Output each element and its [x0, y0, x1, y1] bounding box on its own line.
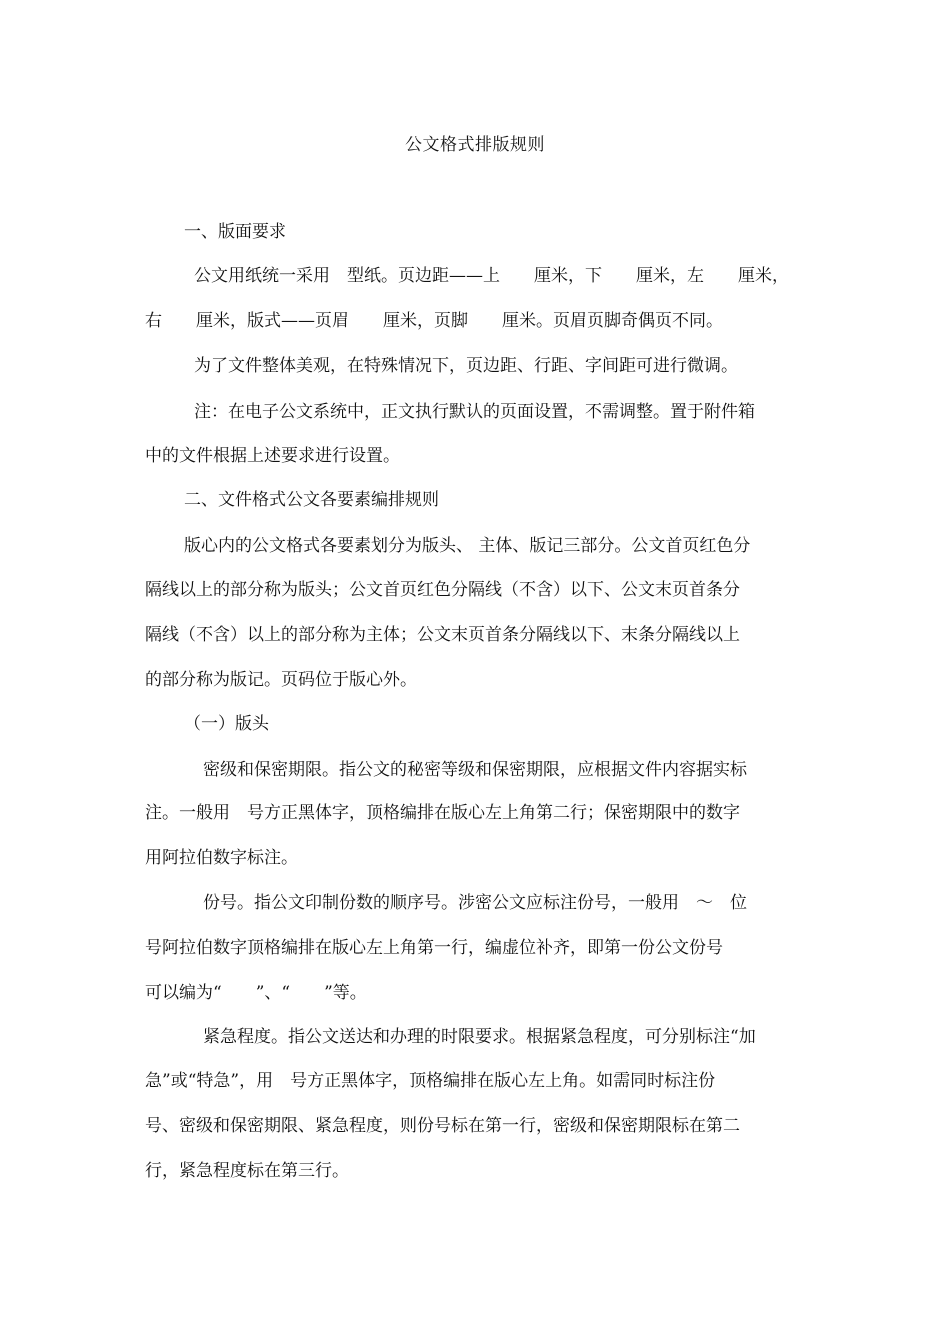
paragraph-line: 为了文件整体美观，在特殊情况下，页边距、行距、字间距可进行微调。 [194, 356, 738, 376]
paragraph-line: 号阿拉伯数字顶格编排在版心左上角第一行，编虚位补齐，即第一份公文份号 [145, 938, 723, 958]
paragraph-line: 中的文件根据上述要求进行设置。 [145, 446, 400, 466]
paragraph-line: 可以编为“ ”、“ ”等。 [145, 983, 367, 1003]
paragraph-line: 隔线（不含）以上的部分称为主体；公文末页首条分隔线以下、末条分隔线以上 [145, 625, 740, 645]
paragraph-line: 的部分称为版记。页码位于版心外。 [145, 670, 417, 690]
paragraph-line: 行，紧急程度标在第三行。 [145, 1161, 349, 1181]
section-heading-layout: 一、版面要求 [184, 222, 286, 242]
paragraph-line: 份号。指公文印制份数的顺序号。涉密公文应标注份号，一般用 ～ 位 [203, 893, 747, 913]
paragraph-line: 注。一般用 号方正黑体字，顶格编排在版心左上角第二行；保密期限中的数字 [145, 803, 740, 823]
paragraph-line: 隔线以上的部分称为版头；公文首页红色分隔线（不含）以下、公文末页首条分 [145, 580, 740, 600]
section-heading-rules: 二、文件格式公文各要素编排规则 [184, 490, 439, 510]
subsection-heading-header: （一）版头 [184, 714, 269, 734]
paragraph-line: 公文用纸统一采用 型纸。页边距——上 厘米，下 厘米，左 厘米， [194, 266, 789, 286]
paragraph-line: 号、密级和保密期限、紧急程度，则份号标在第一行，密级和保密期限标在第二 [145, 1116, 740, 1136]
paragraph-line: 紧急程度。指公文送达和办理的时限要求。根据紧急程度，可分别标注“加 [203, 1027, 756, 1047]
document-title: 公文格式排版规则 [405, 135, 545, 155]
paragraph-line: 密级和保密期限。指公文的秘密等级和保密期限，应根据文件内容据实标 [203, 760, 747, 780]
paragraph-line: 右 厘米，版式——页眉 厘米，页脚 厘米。页眉页脚奇偶页不同。 [145, 311, 723, 331]
paragraph-line: 急”或“特急”，用 号方正黑体字，顶格编排在版心左上角。如需同时标注份 [145, 1071, 716, 1091]
paragraph-line: 注：在电子公文系统中，正文执行默认的页面设置，不需调整。置于附件箱 [194, 402, 755, 422]
paragraph-line: 版心内的公文格式各要素划分为版头、 主体、版记三部分。公文首页红色分 [184, 536, 751, 556]
paragraph-line: 用阿拉伯数字标注。 [145, 848, 298, 868]
